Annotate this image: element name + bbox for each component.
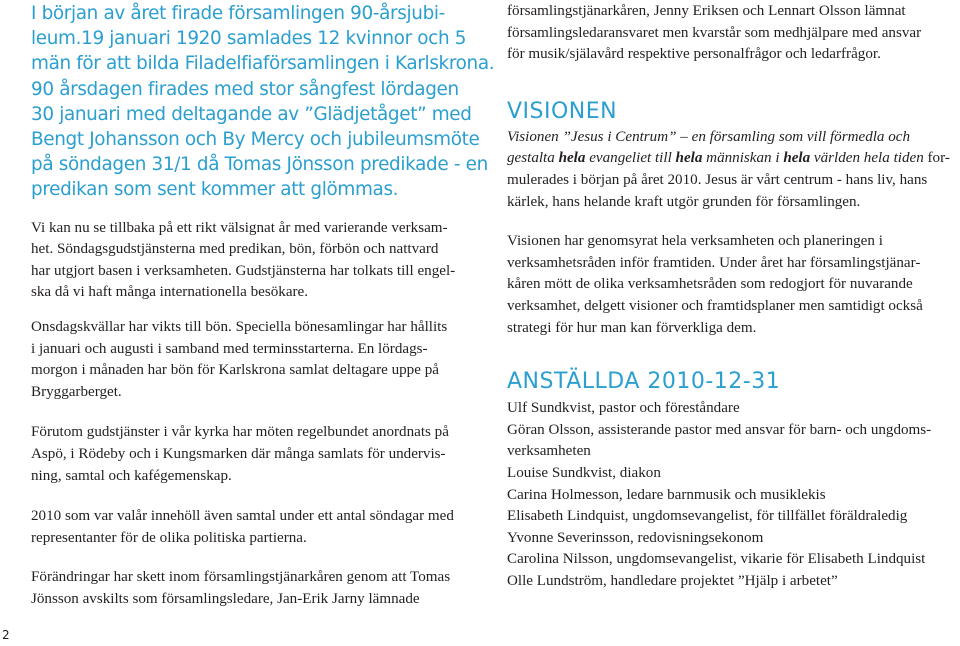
text-line: Visionen har genomsyrat hela verksamheten och planeringen i [507,233,883,250]
lead-line: 90 årsdagen firades med stor sångfest lördagen [31,78,459,100]
text-line: kåren mött de olika verksamhetsråden som redogjort för nuvarande [507,276,913,293]
lead-line: I början av året firade församlingen 90-årsjubi- [31,3,445,24]
emphasis: hela [558,150,586,167]
text-line [507,148,959,170]
text-line: ning, samtal och kafégemenskap. [31,467,232,484]
text-line: Aspö, i Rödeby och i Kungsmarken där många samlats för undervis- [31,445,446,462]
text-line: Bryggarberget. [31,383,122,400]
paragraph-continued [507,1,959,66]
text-line: het. Söndagsgudstjänsterna med predikan, bön, förbön och nattvard [31,241,439,258]
text-line: för musik/själavård respektive personalfrågor och ledarfrågor. [507,46,881,63]
vision-quote-part: evangeliet till [585,150,676,167]
text-line: morgon i månaden har bön för Karlskrona samlat deltagare uppe på [31,362,439,379]
staff-item: Louise Sundkvist, diakon [507,464,661,481]
text-line: Jönsson avskilts som församlingsledare, Jan-Erik Jarny lämnade [31,590,420,607]
lead-line: leum.19 januari 1920 samlades 12 kvinnor och 5 [31,28,467,50]
staff-item: Elisabeth Lindquist, ungdomsevangelist, för tillfället föräldraledig [507,508,908,525]
paragraph-changes [31,567,476,610]
page-number: 2 [2,628,10,642]
lead-line: Bengt Johansson och By Mercy och jubileumsmöte [31,129,480,151]
staff-item: Ulf Sundkvist, pastor och föreståndare [507,400,740,417]
text-line: 2010 som var valår innehöll även samtal under ett antal söndagar med [31,508,454,525]
paragraph-election [31,506,476,549]
left-column [31,0,495,611]
staff-item: Carolina Nilsson, ungdomsevangelist, vikarie för Elisabeth Lindquist [507,551,926,568]
lead-line: 30 januari med deltagande av ”Glädjetåget” med [31,103,472,125]
text-line: har utgjort basen i verksamheten. Gudstjänsterna har tolkats till engel- [31,262,456,279]
vision-text-part: for- [923,150,950,167]
text-line: kärlek, hans helande kraft utgör grunden för församlingen. [507,193,861,210]
text-line: Förutom gudstjänster i vår kyrka har möten regelbundet anordnats på [31,424,449,441]
emphasis: hela [675,150,703,167]
vision-quote-part: gestalta [507,150,559,167]
text-line: mulerades i början på året 2010. Jesus är vårt centrum - hans liv, hans [507,171,928,188]
paragraph-vision-impact [507,231,959,339]
paragraph-prayer [31,317,476,403]
text-line [507,127,959,149]
vision-heading: VISIONEN [507,98,618,124]
paragraph-year-review [31,218,476,304]
staff-heading: ANSTÄLLDA 2010-12-31 [507,369,781,395]
emphasis: hela [783,150,811,167]
vision-quote-part: världen hela tiden [810,150,924,167]
staff-item: Göran Olsson, assisterande pastor med ansvar för barn- och ungdoms- [507,421,932,438]
staff-item: verksamheten [507,443,591,460]
staff-list [507,398,959,592]
paragraph-meetings [31,422,476,487]
staff-item: Yvonne Severinsson, redovisningsekonom [507,529,764,546]
text-line: strategi för hur man kan förverkliga dem. [507,319,757,336]
lead-line: män för att bilda Filadelfiaförsamlingen i Karlskrona. [31,53,495,75]
vision-quote-part: människan i [702,150,784,167]
lead-line: på söndagen 31/1 då Tomas Jönsson predikade - en [31,154,488,176]
text-line: verksamhet, delgett visioner och framtidsplaner men samtidigt också [507,297,923,314]
right-column [507,0,959,592]
lead-line: predikan som sent kommer att glömmas. [31,179,399,201]
text-line: representanter för de olika politiska partierna. [31,529,307,546]
vision-statement [507,127,959,213]
staff-item: Olle Lundström, handledare projektet ”Hjälp i arbetet” [507,572,838,589]
text-line: församlingstjänarkåren, Jenny Eriksen och Lennart Olsson lämnat [507,3,906,19]
text-line: Onsdagskvällar har vikts till bön. Speciella bönesamlingar har hållits [31,319,448,335]
vision-quote: Visionen ”Jesus i Centrum” – en församling som vill förmedla och [507,128,911,145]
text-line: Vi kan nu se tillbaka på ett rikt välsignat år med varierande verksam- [31,219,448,236]
lead-paragraph [31,0,495,203]
text-line: i januari och augusti i samband med terminsstarterna. En lördags- [31,340,428,357]
text-line: verksamhetsråden inför framtiden. Under året har församlingstjänar- [507,254,921,271]
text-line: församlingsledaransvaret men kvarstår som medhjälpare med ansvar [507,24,922,41]
text-line: ska då vi haft många internationella besökare. [31,284,309,301]
text-line: Förändringar har skett inom församlingstjänarkåren genom att Tomas [31,569,451,586]
staff-item: Carina Holmesson, ledare barnmusik och musiklekis [507,486,826,503]
